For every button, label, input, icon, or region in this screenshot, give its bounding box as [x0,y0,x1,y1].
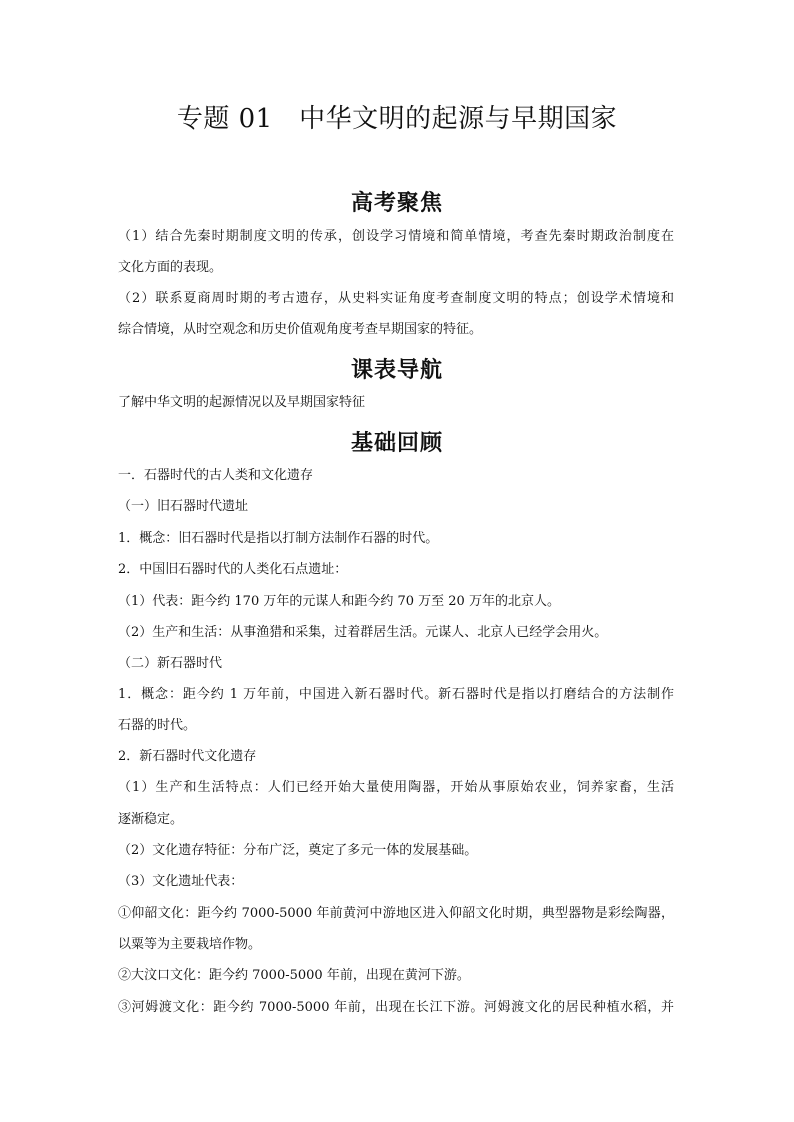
paragraph-line: （3）文化遗址代表： [118,874,244,889]
paragraph-line: 1．概念：旧石器时代是指以打制方法制作石器的时代。 [118,531,439,546]
paragraph-line: 一．石器时代的古人类和文化遗存 [118,468,314,483]
paragraph-line: 综合情境，从时空观念和历史价值观角度考查早期国家的特征。 [118,322,483,337]
paragraph-line: ①仰韶文化：距今约 7000-5000 年前黄河中游地区进入仰韶文化时期，典型器物是彩绘陶器， [118,906,674,921]
paragraph-line: 了解中华文明的起源情况以及早期国家特征 [118,395,366,410]
paragraph-line: 以粟等为主要栽培作物。 [118,937,262,952]
paragraph-line: 逐渐稳定。 [118,812,184,827]
section-heading-kebiao: 课表导航 [350,357,443,383]
paragraph-line: 石器的时代。 [118,718,197,733]
section-heading-gaokao: 高考聚焦 [350,190,443,216]
paragraph-line: （一）旧石器时代遗址 [118,499,249,514]
paragraph-line: ③河姆渡文化：距今约 7000-5000 年前，出现在长江下游。河姆渡文化的居民种植水稻，并 [118,1000,674,1015]
paragraph-line: 文化方面的表现。 [118,260,223,275]
document-title: 专题 01 中华文明的起源与早期国家 [176,104,618,134]
section-heading-jichu: 基础回顾 [350,430,443,456]
paragraph-line: （2）生产和生活：从事渔猎和采集，过着群居生活。元谋人、北京人已经学会用火。 [118,625,608,640]
paragraph-line: 1．概念：距今约 1 万年前，中国进入新石器时代。新石器时代是指以打磨结合的方法制作 [118,687,674,702]
paragraph-line: 2．新石器时代文化遗存 [118,749,257,764]
paragraph-line: （2）文化遗存特征：分布广泛，奠定了多元一体的发展基础。 [118,843,478,858]
paragraph-line: （2）联系夏商周时期的考古遗存，从史料实证角度考查制度文明的特点；创设学术情境和 [118,291,674,306]
paragraph-line: （二）新石器时代 [118,656,223,671]
paragraph-line: （1）结合先秦时期制度文明的传承，创设学习情境和简单情境，考查先秦时期政治制度在 [118,229,674,244]
paragraph-line: （1）生产和生活特点：人们已经开始大量使用陶器，开始从事原始农业，饲养家畜，生活 [118,780,674,795]
paragraph-line: ②大汶口文化：距今约 7000-5000 年前，出现在黄河下游。 [118,968,470,983]
paragraph-line: （1）代表：距今约 170 万年的元谋人和距今约 70 万至 20 万年的北京人。 [118,594,560,609]
paragraph-line: 2．中国旧石器时代的人类化石点遗址： [118,562,348,577]
